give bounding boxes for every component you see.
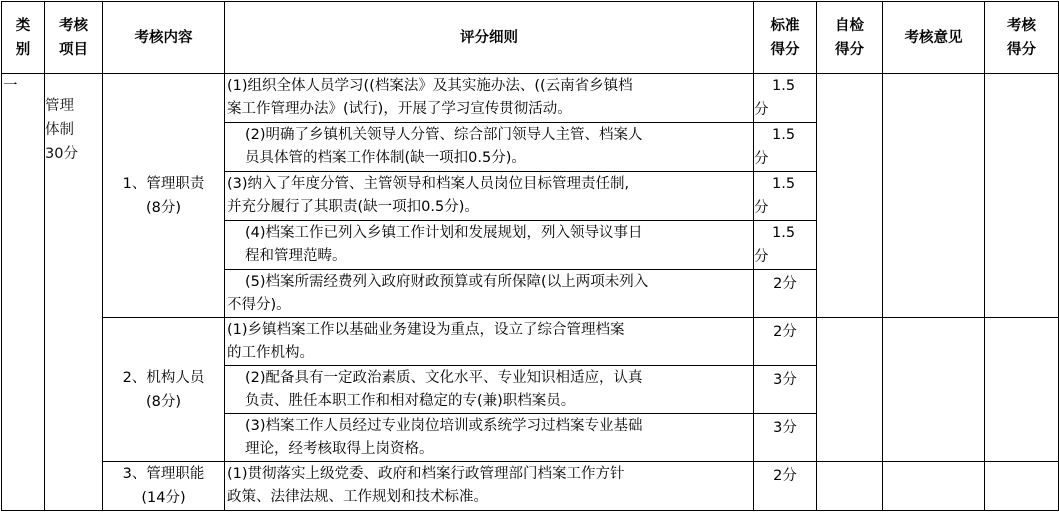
- project-cell[interactable]: 管理 体制 30分: [45, 74, 103, 511]
- standard-score-cell[interactable]: 2分: [754, 462, 817, 511]
- standard-score-cell[interactable]: 3分: [754, 366, 817, 414]
- opinion-cell[interactable]: [883, 462, 985, 511]
- rule-cell[interactable]: (3)纳入了年度分管、主管领导和档案人员岗位目标管理责任制, 并充分履行了其职责(缺一项扣0.5分)。: [225, 172, 754, 221]
- opinion-cell[interactable]: [883, 318, 985, 462]
- rule-cell[interactable]: (1)贯彻落实上级党委、政府和档案行政管理部门档案工作方针 政策、法律法规、工作规划和技术标准。: [225, 462, 754, 511]
- rule-cell[interactable]: (1)组织全体人员学习((档案法》及其实施办法、((云南省乡镇档 案工作管理办法》(试行)，开展了学习宣传贯彻活动。: [225, 74, 754, 123]
- assessment-table: [1, 1, 1059, 511]
- header-standard-score[interactable]: 标准 得分: [754, 2, 817, 74]
- content-cell-1[interactable]: 1、管理职责 (8分): [103, 74, 225, 318]
- self-score-cell[interactable]: [817, 462, 883, 511]
- rule-cell[interactable]: (2)配备具有一定政治素质、文化水平、专业知识相适应，认真 负责、胜任本职工作和相对稳定的专(兼)职档案员。: [225, 366, 754, 414]
- standard-score-cell[interactable]: 2分: [754, 270, 817, 318]
- rule-cell[interactable]: (4)档案工作已列入乡镇工作计划和发展规划，列入领导议事日 程和管理范畴。: [225, 221, 754, 270]
- header-content[interactable]: 考核内容: [103, 2, 225, 74]
- standard-score-cell[interactable]: 1.5 分: [754, 221, 817, 270]
- standard-score-cell[interactable]: 1.5 分: [754, 74, 817, 123]
- rule-cell[interactable]: (5)档案所需经费列入政府财政预算或有所保障(以上两项未列入 不得分)。: [225, 270, 754, 318]
- standard-score-cell[interactable]: 1.5 分: [754, 172, 817, 221]
- self-score-cell[interactable]: [817, 74, 883, 318]
- content-cell-2[interactable]: 2、机构人员 (8分): [103, 318, 225, 462]
- standard-score-cell[interactable]: 3分: [754, 414, 817, 462]
- header-row: [2, 2, 1059, 74]
- header-opinion[interactable]: 考核意见: [883, 2, 985, 74]
- rule-cell[interactable]: (2)明确了乡镇机关领导人分管、综合部门领导人主管、档案人 员具体管的档案工作体制(缺一项扣0.5分)。: [225, 123, 754, 172]
- final-score-cell[interactable]: [985, 462, 1059, 511]
- header-project[interactable]: 考核 项目: [45, 2, 103, 74]
- opinion-cell[interactable]: [883, 74, 985, 318]
- final-score-cell[interactable]: [985, 74, 1059, 318]
- table-row: [2, 74, 1059, 123]
- header-self-score[interactable]: 自检 得分: [817, 2, 883, 74]
- final-score-cell[interactable]: [985, 318, 1059, 462]
- header-category[interactable]: 类 别: [2, 2, 45, 74]
- header-rules[interactable]: 评分细则: [225, 2, 754, 74]
- standard-score-cell[interactable]: 2分: [754, 318, 817, 366]
- category-cell[interactable]: 一: [2, 74, 45, 511]
- table-row: [2, 462, 1059, 511]
- header-final-score[interactable]: 考核 得分: [985, 2, 1059, 74]
- standard-score-cell[interactable]: 1.5 分: [754, 123, 817, 172]
- rule-cell[interactable]: (1)乡镇档案工作以基础业务建设为重点，设立了综合管理档案 的工作机构。: [225, 318, 754, 366]
- rule-cell[interactable]: (3)档案工作人员经过专业岗位培训或系统学习过档案专业基础 理论，经考核取得上岗资格。: [225, 414, 754, 462]
- self-score-cell[interactable]: [817, 318, 883, 462]
- table-row: [2, 318, 1059, 366]
- content-cell-3[interactable]: 3、管理职能 (14分): [103, 462, 225, 511]
